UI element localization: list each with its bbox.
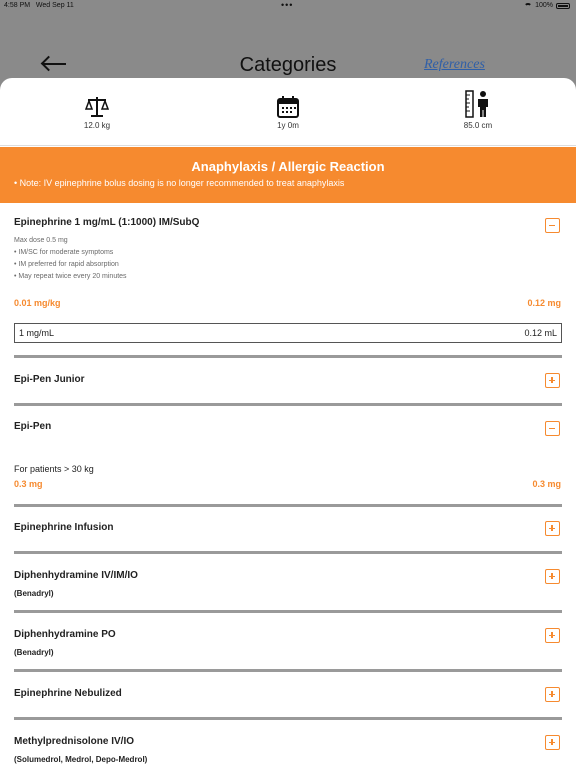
collapse-icon[interactable] <box>545 218 560 233</box>
section-divider <box>14 669 562 672</box>
dose-total: 0.12 mg <box>527 298 561 308</box>
calendar-icon <box>258 92 318 118</box>
wifi-icon <box>524 3 532 9</box>
drug-note: • IM preferred for rapid absorption <box>14 261 119 268</box>
patient-weight[interactable] <box>67 92 127 130</box>
section-divider <box>14 610 562 613</box>
status-bar <box>0 0 576 14</box>
drug-note: • IM/SC for moderate symptoms <box>14 249 114 256</box>
height-value: 85.0 cm <box>463 121 493 130</box>
drug-detail: For patients > 30 kg <box>14 464 94 474</box>
section-divider <box>14 355 562 358</box>
section-divider <box>14 717 562 720</box>
multitask-dots-icon[interactable]: ••• <box>281 0 294 10</box>
dose-per-kg: 0.01 mg/kg <box>14 298 61 308</box>
drug-title[interactable]: Epinephrine 1 mg/mL (1:1000) IM/SubQ <box>14 217 200 228</box>
collapse-icon[interactable] <box>545 421 560 436</box>
drug-title[interactable]: Epinephrine Infusion <box>14 522 114 533</box>
content-sheet <box>0 78 576 768</box>
expand-icon[interactable] <box>545 628 560 643</box>
drug-title[interactable]: Diphenhydramine PO <box>14 629 116 640</box>
status-indicators <box>524 2 570 9</box>
drug-title[interactable]: Epinephrine Nebulized <box>14 688 122 699</box>
concentration-selector[interactable] <box>14 323 562 343</box>
dose-value: 0.3 mg <box>14 479 43 489</box>
references-link[interactable]: References <box>424 57 485 72</box>
weight-value: 12.0 kg <box>83 121 111 130</box>
section-divider <box>14 504 562 507</box>
drug-title[interactable]: Diphenhydramine IV/IM/IO <box>14 570 138 581</box>
expand-icon[interactable] <box>545 373 560 388</box>
drug-title[interactable]: Epi-Pen Junior <box>14 374 85 385</box>
expand-icon[interactable] <box>545 735 560 750</box>
battery-icon <box>556 3 570 9</box>
expand-icon[interactable] <box>545 569 560 584</box>
patient-height[interactable] <box>448 92 508 130</box>
expand-icon[interactable] <box>545 521 560 536</box>
section-divider <box>14 403 562 406</box>
category-title: Anaphylaxis / Allergic Reaction <box>191 159 385 174</box>
concentration-value: 1 mg/mL <box>19 328 55 338</box>
drug-note: • May repeat twice every 20 minutes <box>14 273 127 280</box>
drug-note: Max dose 0.5 mg <box>14 237 68 244</box>
drug-brand: (Benadryl) <box>14 648 54 657</box>
patient-age[interactable] <box>258 92 318 130</box>
height-ruler-icon <box>448 92 508 118</box>
battery-percent: 100% <box>535 2 553 9</box>
age-value: 1y 0m <box>277 121 299 130</box>
category-note: • Note: IV epinephrine bolus dosing is no longer recommended to treat anaphylaxis <box>14 178 345 188</box>
dose-total: 0.3 mg <box>532 479 561 489</box>
patient-info-bar <box>0 78 576 146</box>
drug-title[interactable]: Methylprednisolone IV/IO <box>14 736 135 747</box>
expand-icon[interactable] <box>545 687 560 702</box>
drug-title[interactable]: Epi-Pen <box>14 421 52 432</box>
page-title: Categories <box>239 54 337 76</box>
drug-brand: (Benadryl) <box>14 589 54 598</box>
status-time: 4:58 PM Wed Sep 11 <box>4 2 74 9</box>
scale-icon <box>67 92 127 118</box>
category-banner <box>0 147 576 203</box>
volume-value: 0.12 mL <box>524 328 557 338</box>
section-divider <box>14 551 562 554</box>
drug-brand: (Solumedrol, Medrol, Depo-Medrol) <box>14 755 148 764</box>
